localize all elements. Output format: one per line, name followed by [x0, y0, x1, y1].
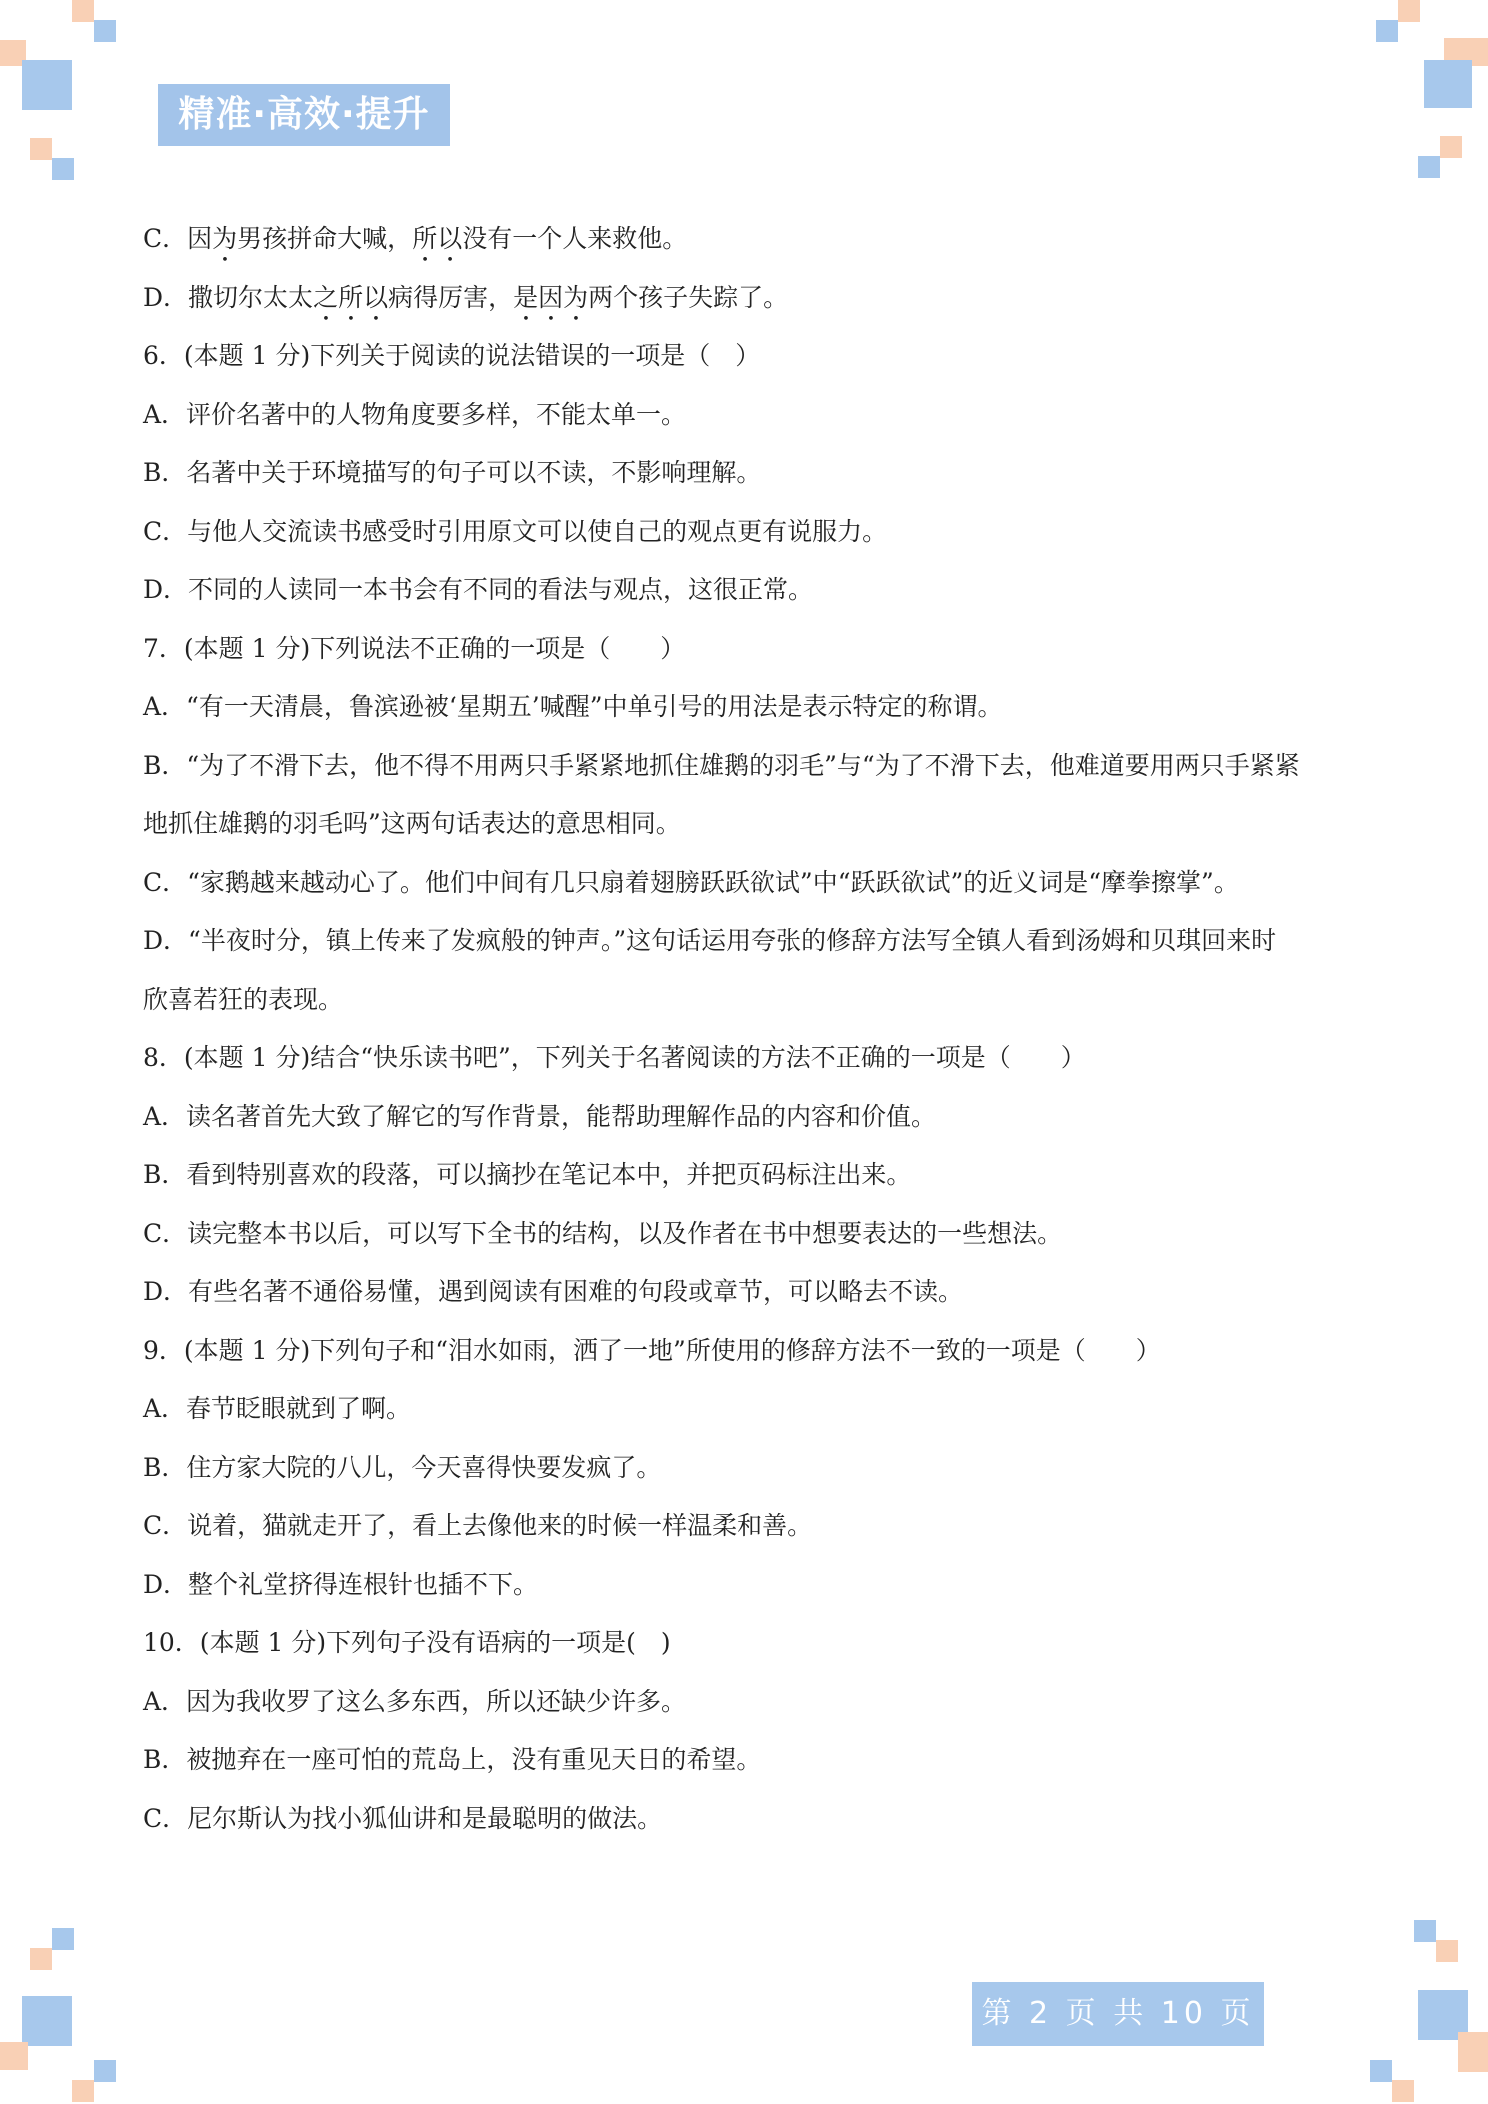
q6-option-c: C．与他人交流读书感受时引用原文可以使自己的观点更有说服力。: [143, 516, 888, 546]
q10-option-c: C．尼尔斯认为找小狐仙讲和是最聪明的做法。: [143, 1803, 663, 1833]
q7-option-d-line2: 欣喜若狂的表现。: [143, 984, 344, 1014]
q10-option-a: A．因为我收罗了这么多东西，所以还缺少许多。: [143, 1686, 687, 1716]
emphasized-word: 是因为: [513, 282, 589, 312]
q5-option-d: D．撒切尔太太之所以病得厉害，是因为两个孩子失踪了。: [143, 282, 789, 312]
q8-option-b: B．看到特别喜欢的段落，可以摘抄在笔记本中，并把页码标注出来。: [143, 1160, 912, 1189]
q6-stem: 6．(本题 1 分)下列关于阅读的说法错误的一项是（ ）: [143, 341, 761, 370]
q10-stem: 10．(本题 1 分)下列句子没有语病的一项是( ): [143, 1628, 671, 1657]
q7-option-a: A．“有一天清晨，鲁滨逊被‘星期五’喊醒”中单引号的用法是表示特定的称谓。: [143, 692, 1003, 721]
q9-stem: 9．(本题 1 分)下列句子和“泪水如雨，洒了一地”所使用的修辞方法不一致的一项是（ ）: [143, 1335, 1161, 1365]
q8-option-d: D．有些名著不通俗易懂，遇到阅读有困难的句段或章节，可以略去不读。: [143, 1277, 964, 1306]
q9-option-a: A．春节眨眼就到了啊。: [143, 1394, 412, 1423]
q6-option-b: B．名著中关于环境描写的句子可以不读，不影响理解。: [143, 458, 762, 487]
page-number-badge: 第 2 页 共 10 页: [972, 1982, 1264, 2046]
q7-option-b-line1: B．“为了不滑下去，他不得不用两只手紧紧地抓住雄鹅的羽毛”与“为了不滑下去，他难道要用两只手紧紧: [143, 750, 1300, 780]
question-content: [143, 210, 1353, 1848]
q8-option-a: A．读名著首先大致了解它的写作背景，能帮助理解作品的内容和价值。: [143, 1101, 937, 1131]
q7-option-c: C．“家鹅越来越动心了。他们中间有几只扇着翅膀跃跃欲试”中“跃跃欲试”的近义词是“摩拳擦掌”。: [143, 867, 1239, 897]
emphasized-word: 为: [212, 224, 238, 253]
emphasized-word: 之所以: [313, 282, 389, 312]
q8-stem: 8．(本题 1 分)结合“快乐读书吧”，下列关于名著阅读的方法不正确的一项是（ ）: [143, 1043, 1086, 1072]
q6-option-d: D．不同的人读同一本书会有不同的看法与观点，这很正常。: [143, 575, 814, 604]
q9-option-b: B．住方家大院的八儿，今天喜得快要发疯了。: [143, 1452, 662, 1482]
q6-option-a: A．评价名著中的人物角度要多样，不能太单一。: [143, 399, 687, 429]
q9-option-d: D．整个礼堂挤得连根针也插不下。: [143, 1569, 539, 1599]
q7-stem: 7．(本题 1 分)下列说法不正确的一项是（ ）: [143, 633, 686, 663]
q9-option-c: C．说着，猫就走开了，看上去像他来的时候一样温柔和善。: [143, 1511, 813, 1540]
q5-option-c: C．因为男孩拼命大喊，所以没有一个人来救他。: [143, 224, 688, 253]
q10-option-b: B．被抛弃在一座可怕的荒岛上，没有重见天日的希望。: [143, 1745, 762, 1774]
emphasized-word: 所以: [412, 224, 463, 253]
brand-banner: 精准·高效·提升: [158, 84, 450, 146]
q7-option-b-line2: 地抓住雄鹅的羽毛吗”这两句话表达的意思相同。: [143, 809, 681, 838]
q7-option-d-line1: D．“半夜时分，镇上传来了发疯般的钟声。”这句话运用夸张的修辞方法写全镇人看到汤姆和贝琪回来时: [143, 926, 1277, 955]
q8-option-c: C．读完整本书以后，可以写下全书的结构，以及作者在书中想要表达的一些想法。: [143, 1218, 1063, 1248]
